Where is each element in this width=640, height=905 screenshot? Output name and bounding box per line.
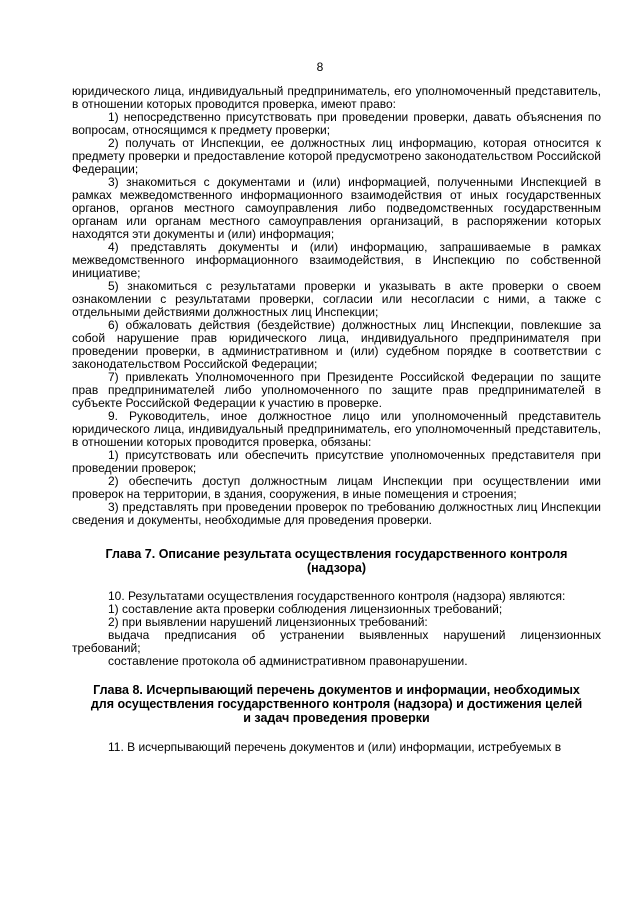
page-content: [72, 85, 601, 754]
duty-item-2: 2) обеспечить доступ должностным лицам Инспекции при осуществлении ими проверок на территории, в здания, сооружения, в иные помещения и строения;: [72, 474, 601, 501]
chapter-8-heading: Глава 8. Исчерпывающий перечень документов и информации, необходимых для осуществления государственного контроля (надзора) и достижения целей и задач проведения проверки: [90, 683, 583, 725]
item-10-1-paragraph: 1) составление акта проверки соблюдения лицензионных требований;: [108, 602, 503, 616]
right-item-7: 7) привлекать Уполномоченного при Президенте Российской Федерации по защите прав предпринимателей либо уполномоченного по защите прав предпринимателей в субъекте Российской Федерации к участию в проверке.: [72, 370, 601, 410]
duty-item-1: 1) присутствовать или обеспечить присутствие уполномоченных представителя при проведении проверок;: [72, 448, 601, 475]
item-10-paragraph: 10. Результатами осуществления государственного контроля (надзора) являются:: [108, 589, 566, 603]
duty-item-3: 3) представлять при проведении проверок по требованию должностных лиц Инспекции сведения и документы, необходимые для проведения проверки.: [72, 500, 601, 527]
page-number: 8: [316, 60, 324, 74]
item-11-paragraph: 11. В исчерпывающий перечень документов и (или) информации, истребуемых в: [108, 740, 562, 754]
chapter-7-heading: Глава 7. Описание результата осуществления государственного контроля (надзора): [105, 547, 568, 575]
right-item-5: 5) знакомиться с результатами проверки и указывать в акте проверки о своем ознакомлении с результатами проверки, согласии или несогласии с ними, а также с отдельными действиями должностных лиц Инспекции;: [72, 279, 601, 319]
item-10-2b-paragraph: составление протокола об административном правонарушении.: [108, 654, 468, 668]
item-10-2-paragraph: 2) при выявлении нарушений лицензионных требований:: [108, 615, 428, 629]
right-item-1: 1) непосредственно присутствовать при проведении проверки, давать объяснения по вопросам, относящимся к предмету проверки;: [72, 110, 601, 137]
item-9-paragraph: 9. Руководитель, иное должностное лицо или уполномоченный представитель юридического лица, индивидуальный предприниматель, его уполномоченный представитель, в отношении которых проводится проверка, обязаны:: [72, 409, 601, 449]
right-item-6: 6) обжаловать действия (бездействие) должностных лиц Инспекции, повлекшие за собой нарушение прав юридического лица, индивидуального предпринимателя при проведении проверки, в административном и (или) судебном порядке в соответствии с законодательством Российской Федерации;: [72, 318, 601, 371]
right-item-4: 4) представлять документы и (или) информацию, запрашиваемые в рамках межведомственного информационного взаимодействия, в Инспекцию по собственной инициативе;: [72, 240, 601, 280]
right-item-2: 2) получать от Инспекции, ее должностных лиц информацию, которая относится к предмету проверки и предоставление которой предусмотрено законодательством Российской Федерации;: [72, 136, 601, 176]
right-item-3: 3) знакомиться с документами и (или) информацией, полученными Инспекцией в рамках межведомственного информационного взаимодействия от иных государственных органов, органов местного самоуправления либо подведомственных государственным органам или органам местного самоуправления организаций, в распоряжении которых находятся эти документы и (или) информация;: [72, 175, 601, 241]
rights-intro-paragraph: юридического лица, индивидуальный предприниматель, его уполномоченный представитель, в отношении которых проводится проверка, имеют право:: [72, 84, 601, 111]
item-10-2a-paragraph: выдача предписания об устранении выявленных нарушений лицензионных требований;: [72, 628, 601, 655]
